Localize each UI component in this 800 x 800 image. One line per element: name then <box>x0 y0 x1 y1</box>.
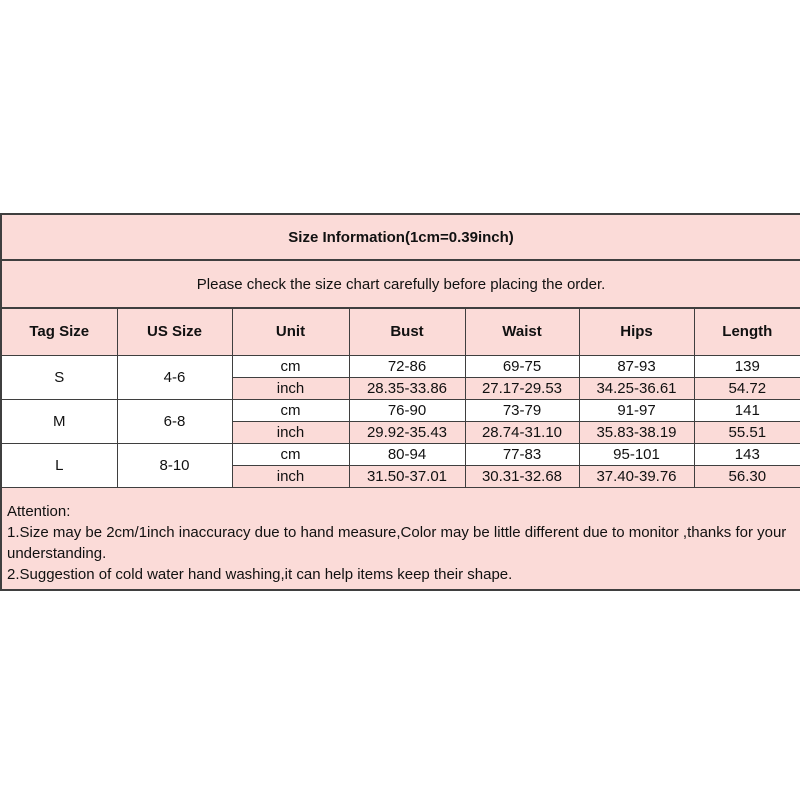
table-title: Size Information(1cm=0.39inch) <box>1 214 800 260</box>
col-header-us-size: US Size <box>117 308 232 355</box>
size-chart-table <box>0 213 800 591</box>
s-length-inch: 54.72 <box>694 377 800 399</box>
us-size-l: 8-10 <box>117 443 232 487</box>
s-hips-inch: 34.25-36.61 <box>579 377 694 399</box>
col-header-bust: Bust <box>349 308 465 355</box>
l-waist-cm: 77-83 <box>465 443 579 465</box>
l-bust-cm: 80-94 <box>349 443 465 465</box>
size-m-cm-row <box>1 399 800 421</box>
table-subtitle: Please check the size chart carefully before placing the order. <box>1 260 800 308</box>
s-length-cm: 139 <box>694 355 800 377</box>
s-hips-cm: 87-93 <box>579 355 694 377</box>
m-waist-inch: 28.74-31.10 <box>465 421 579 443</box>
col-header-length: Length <box>694 308 800 355</box>
col-header-waist: Waist <box>465 308 579 355</box>
attention-cell <box>1 487 800 590</box>
tag-size-l: L <box>1 443 117 487</box>
attention-row <box>1 487 800 590</box>
col-header-hips: Hips <box>579 308 694 355</box>
l-waist-inch: 30.31-32.68 <box>465 465 579 487</box>
tag-size-m: M <box>1 399 117 443</box>
s-bust-cm: 72-86 <box>349 355 465 377</box>
s-bust-inch: 28.35-33.86 <box>349 377 465 399</box>
m-bust-inch: 29.92-35.43 <box>349 421 465 443</box>
s-waist-inch: 27.17-29.53 <box>465 377 579 399</box>
s-waist-cm: 69-75 <box>465 355 579 377</box>
unit-label-cm: cm <box>232 355 349 377</box>
l-length-inch: 56.30 <box>694 465 800 487</box>
l-hips-cm: 95-101 <box>579 443 694 465</box>
l-hips-inch: 37.40-39.76 <box>579 465 694 487</box>
m-hips-inch: 35.83-38.19 <box>579 421 694 443</box>
unit-label-cm: cm <box>232 443 349 465</box>
unit-label-cm: cm <box>232 399 349 421</box>
title-row <box>1 214 800 260</box>
m-length-cm: 141 <box>694 399 800 421</box>
attention-heading: Attention: <box>7 502 71 520</box>
m-waist-cm: 73-79 <box>465 399 579 421</box>
tag-size-s: S <box>1 355 117 399</box>
size-s-cm-row <box>1 355 800 377</box>
m-length-inch: 55.51 <box>694 421 800 443</box>
attention-note-2: 2.Suggestion of cold water hand washing,it can help items keep their shape. <box>7 565 513 583</box>
unit-label-inch: inch <box>232 377 349 399</box>
us-size-m: 6-8 <box>117 399 232 443</box>
m-bust-cm: 76-90 <box>349 399 465 421</box>
unit-label-inch: inch <box>232 465 349 487</box>
us-size-s: 4-6 <box>117 355 232 399</box>
l-bust-inch: 31.50-37.01 <box>349 465 465 487</box>
unit-label-inch: inch <box>232 421 349 443</box>
subtitle-row <box>1 260 800 308</box>
m-hips-cm: 91-97 <box>579 399 694 421</box>
col-header-unit: Unit <box>232 308 349 355</box>
size-l-cm-row <box>1 443 800 465</box>
attention-note-1: 1.Size may be 2cm/1inch inaccuracy due to hand measure,Color may be little different due to monitor ,thanks for your understanding. <box>7 523 787 562</box>
l-length-cm: 143 <box>694 443 800 465</box>
header-row <box>1 308 800 355</box>
col-header-tag-size: Tag Size <box>1 308 117 355</box>
